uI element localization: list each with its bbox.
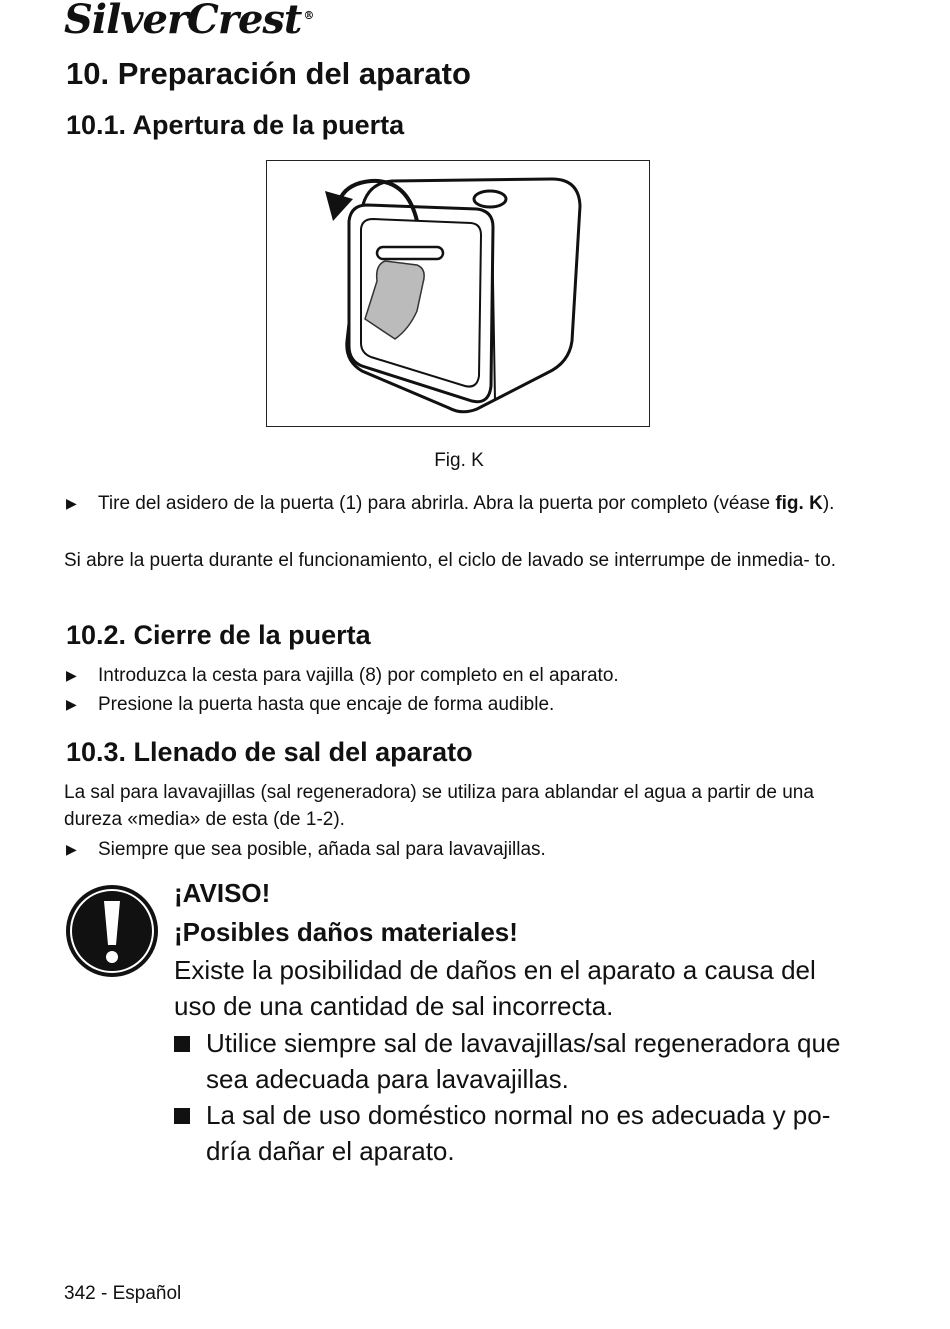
- subsection-title-closing: 10.2. Cierre de la puerta: [66, 620, 371, 650]
- top-button: [474, 191, 506, 207]
- bullet-arrow-icon: ▶: [66, 696, 77, 712]
- warning-exclamation-icon: [64, 883, 160, 979]
- dishwasher-illustration: [267, 161, 648, 425]
- bullet-arrow-icon: ▶: [66, 841, 77, 857]
- section-title: 10. Preparación del aparato: [66, 56, 471, 91]
- page-footer: 342 - Español: [64, 1283, 182, 1304]
- step-open-door: ▶ Tire del asidero de la puerta (1) para abrirla. Abra la puerta por completo (véase fig. K).: [64, 490, 864, 517]
- warning-text: Existe la posibilidad de daños en el aparato a causa del uso de una cantidad de sal incorrecta.: [174, 955, 816, 1021]
- warning-subtitle: ¡Posibles daños materiales!: [174, 917, 518, 947]
- figure-caption: Fig. K: [434, 450, 484, 471]
- bullet-square-icon: [174, 1036, 190, 1052]
- warning-item: Utilice siempre sal de lavavajillas/sal regeneradora que sea adecuada para lavavajillas.: [174, 1025, 864, 1097]
- door-handle: [377, 247, 443, 259]
- warning-item: La sal de uso doméstico normal no es adecuada y po- dría dañar el aparato.: [174, 1097, 864, 1169]
- note-interrupt: Si abre la puerta durante el funcionamiento, el ciclo de lavado se interrumpe de inmedia- to.: [64, 550, 837, 571]
- subsection-title-salt: 10.3. Llenado de sal del aparato: [66, 737, 473, 767]
- warning-title: ¡AVISO!: [174, 878, 271, 908]
- subsection-title-opening: 10.1. Apertura de la puerta: [66, 110, 405, 140]
- step-insert-basket: ▶ Introduzca la cesta para vajilla (8) por completo en el aparato.: [64, 662, 864, 689]
- bullet-square-icon: [174, 1108, 190, 1124]
- bullet-arrow-icon: ▶: [66, 667, 77, 683]
- brand-logo: SilverCrest ®: [64, 0, 314, 43]
- figure-k: [266, 160, 650, 427]
- bullet-arrow-icon: ▶: [66, 495, 77, 511]
- step-add-salt: ▶ Siempre que sea posible, añada sal para lavavajillas.: [64, 836, 864, 863]
- salt-intro: La sal para lavavajillas (sal regeneradora) se utiliza para ablandar el agua a partir de una dureza «media» de esta (de 1-2).: [64, 782, 814, 830]
- step-press-door: ▶ Presione la puerta hasta que encaje de forma audible.: [64, 691, 864, 718]
